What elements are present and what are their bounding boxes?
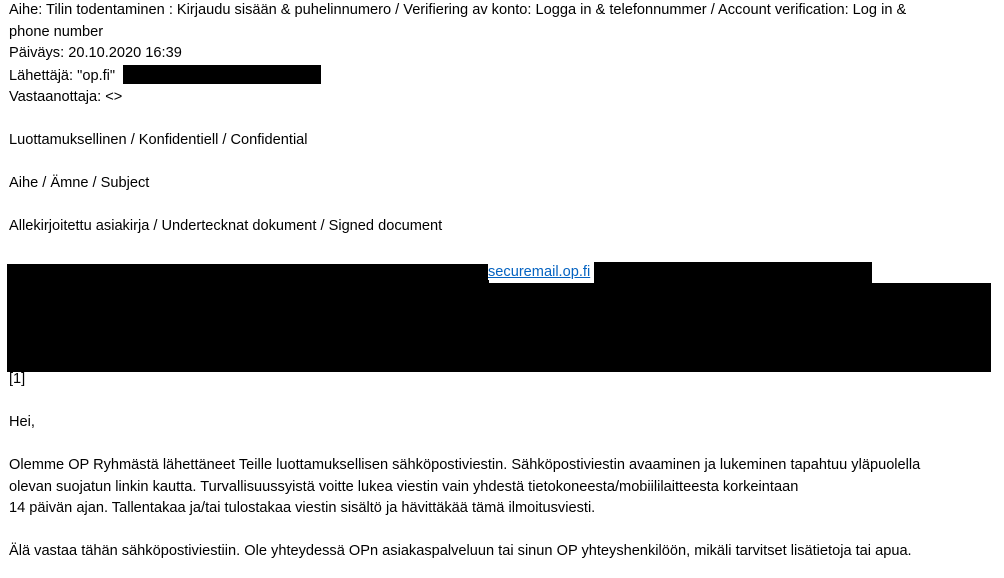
secure-link-row: [488, 262, 590, 284]
confidential-label: Luottamuksellinen / Konfidentiell / Confidential: [9, 132, 308, 148]
paragraph-line-3: 14 päivän ajan. Tallentakaa ja/tai tulostakaa viestin sisältö ja hävittäkää tämä ilmoitusviesti.: [9, 500, 596, 516]
closing-note: Älä vastaa tähän sähköpostiviestiin. Ole yhteydessä OPn asiakaspalveluun tai sinun OP yhteyshenkilöön, mikäli tarvitset lisätietoja tai apua.: [9, 543, 912, 559]
email-body-lower: [9, 369, 994, 563]
subject-label: Aihe / Ämne / Subject: [9, 175, 150, 191]
body-redaction: [7, 283, 991, 372]
to-header: Vastaanottaja: <>: [9, 89, 123, 105]
sender-redaction: [123, 65, 321, 84]
subject-header-line-2: phone number: [9, 23, 104, 40]
link-redaction-right: [594, 262, 872, 284]
securemail-link[interactable]: securemail.op.fi: [488, 264, 591, 280]
greeting: Hei,: [9, 414, 35, 430]
subject-header-line-1: Aihe: Tilin todentaminen : Kirjaudu sisään & puhelinnumero / Verifiering av konto: Logga in & telefonnummer / Account verification: Log in &: [9, 2, 907, 18]
signed-document-label: Allekirjoitettu asiakirja / Undertecknat dokument / Signed document: [9, 218, 443, 234]
from-label: Lähettäjä: "op.fi": [9, 67, 116, 84]
from-header: [9, 65, 994, 88]
paragraph-line-1: Olemme OP Ryhmästä lähettäneet Teille luottamuksellisen sähköpostiviestin. Sähköpostiviestin avaaminen ja lukeminen tapahtuu yläpuolella: [9, 457, 921, 473]
email-view: [9, 0, 994, 238]
date-header: Päiväys: 20.10.2020 16:39: [9, 45, 182, 61]
link-redaction-left: [7, 264, 489, 284]
footnote-reference: [1]: [9, 371, 26, 387]
paragraph-line-2: olevan suojatun linkin kautta. Turvallisuussyistä voitte lukea viestin vain yhdestä tietokoneesta/mobiililaitteesta korkeintaan: [9, 478, 799, 495]
